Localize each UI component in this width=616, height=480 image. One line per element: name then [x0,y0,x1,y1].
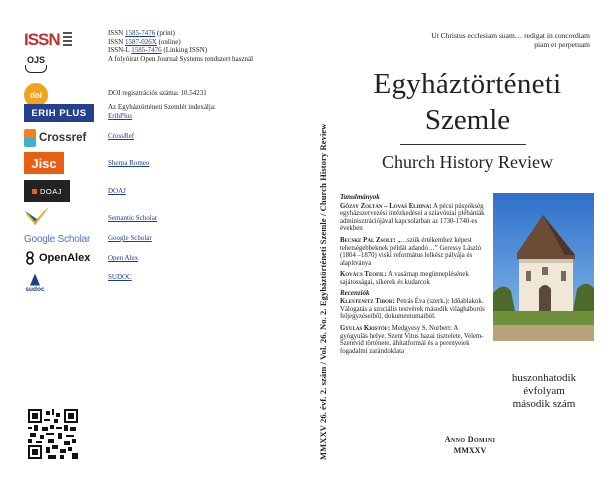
article-author: Becske Pál Zsolt: [340,236,396,244]
erihplus-link[interactable]: ErihPlus [108,112,133,120]
ojs-note: A folyóirat Open Journal Systems rendszert használ [108,54,254,63]
erihplus-logo-text: ERIH PLUS [31,107,87,119]
sudoc-logo [24,270,46,296]
index-intro: Az Egyháztörténeti Szemlét indexálja: [108,103,216,111]
title-hungarian-line2: Szemle [424,104,511,136]
article-item[interactable] [340,237,485,267]
title-divider [400,144,526,145]
crossref-logo-text: Crossref [39,132,87,144]
doi-logo-text: doi [30,90,42,100]
ojs-logo [24,53,48,75]
review-item[interactable] [340,325,485,355]
review-item[interactable] [340,298,485,321]
issn-logo-text: ISSN [24,30,60,49]
sherpa-link[interactable]: Sherpa Romeo [108,159,150,167]
table-of-contents [340,194,485,355]
doi-prefix: DOI regisztrációs száma: 10.54231 [108,89,207,97]
doaj-link[interactable]: DOAJ [108,187,126,195]
openalex-link[interactable]: Open Alex [108,254,139,262]
article-item[interactable] [340,271,485,286]
openalex-logo-text: OpenAlex [39,252,91,264]
church-illustration [493,193,594,341]
review-author: Gyulás Kristóf: [340,324,391,332]
section-studies: Tanulmányok [340,193,380,201]
issn-print: ISSN 1585-7476 (print) [108,29,175,37]
issn-print-link[interactable]: 1585-7476 [124,29,156,37]
sudoc-link[interactable]: SUDOC [108,273,132,281]
issn-online: ISSN 1587-026X (online) [108,37,181,46]
issn-block [108,29,253,63]
title-english: Church History Review [382,152,553,172]
doaj-logo [24,180,70,202]
crossref-link[interactable]: CrossRef [108,132,135,140]
semantic-scholar-icon [24,206,50,226]
jisc-logo [24,152,64,174]
doaj-logo-text: DOAJ [39,186,62,196]
article-author: Kovács Teofil: [340,271,387,279]
jisc-logo-text: Jisc [31,155,57,171]
sudoc-logo-text: sudoc [25,285,45,293]
article-title: „…szük értékemhez képest tehetségebbeknek példát adandó…” Geressy László (1804 –1870) viski református lelkész pályája és alapítványa [340,236,482,267]
issn-online-link[interactable]: 1587-026X [124,37,157,46]
crossref-logo [24,128,94,148]
openalex-logo [24,250,94,266]
issue-number: második szám [512,398,576,410]
issn-linking-link[interactable]: 1585-7476 [131,46,162,54]
google-scholar-logo-text: Google Scholar [24,233,91,245]
openalex-icon [24,251,36,265]
article-item[interactable] [340,203,485,233]
semantic-scholar-link[interactable]: Semantic Scholar [108,214,158,222]
article-title: A pécsi püspökség egyházszervezési intézkedései a szlavóniai plébániák adminisztrációjával kapcsolatban az 1730-1740-es években [340,202,485,233]
title-hungarian-line1: Egyháztörténeti [373,68,562,100]
anno-label: Anno Domini [444,435,496,444]
spine-text: MMXXV 26. évf. 2. szám / Vol. 26. No. 2. Egyháztörténeti Szemle / Church History Review [318,123,328,460]
motto: Ut Christus ecclesiam suam… redigat in concordiam piam et perpetuam [431,31,590,49]
review-title: Medgyesy S. Norbert: A gyógyulás helye. Szent Vitus hazai tisztelete, Velem-Szentvid története, áhítatformái és a perenyeiek fogadalmi zarándoklata [340,324,484,355]
issue-text [494,372,594,411]
article-title: A vasárnap megünneplésének sajátosságai, síkerek és kudarcok [340,271,469,286]
qr-code-icon [28,409,78,459]
anno-domini [420,434,520,456]
erihplus-logo [24,104,94,122]
issue-volume: huszonhatodik [511,372,577,384]
semantic-scholar-logo [24,206,50,226]
issue-volume-word: évfolyam [523,385,565,397]
section-reviews: Recenziók [340,288,370,297]
anno-year: MMXXV [453,446,487,455]
church-photo [493,193,594,341]
ojs-logo-text: OJS [26,55,45,65]
google-scholar-link[interactable]: Google Scholar [108,234,152,242]
issn-logo [24,30,72,50]
qr-code[interactable] [28,409,78,459]
review-title: Petrás Éva (szerk.): Időablakok. Válogatás a szociális testvérek második világháborús feljegyzéseiből, dokumentumaiból. [340,298,485,321]
issn-linking: ISSN-L 1585-7476 (Linking ISSN) [108,46,208,54]
article-author: Gőzsy Zoltán – Lovaš Eldina: [340,202,432,210]
google-scholar-logo [24,232,100,246]
review-author: Klestenitz Tibor: [340,298,395,306]
